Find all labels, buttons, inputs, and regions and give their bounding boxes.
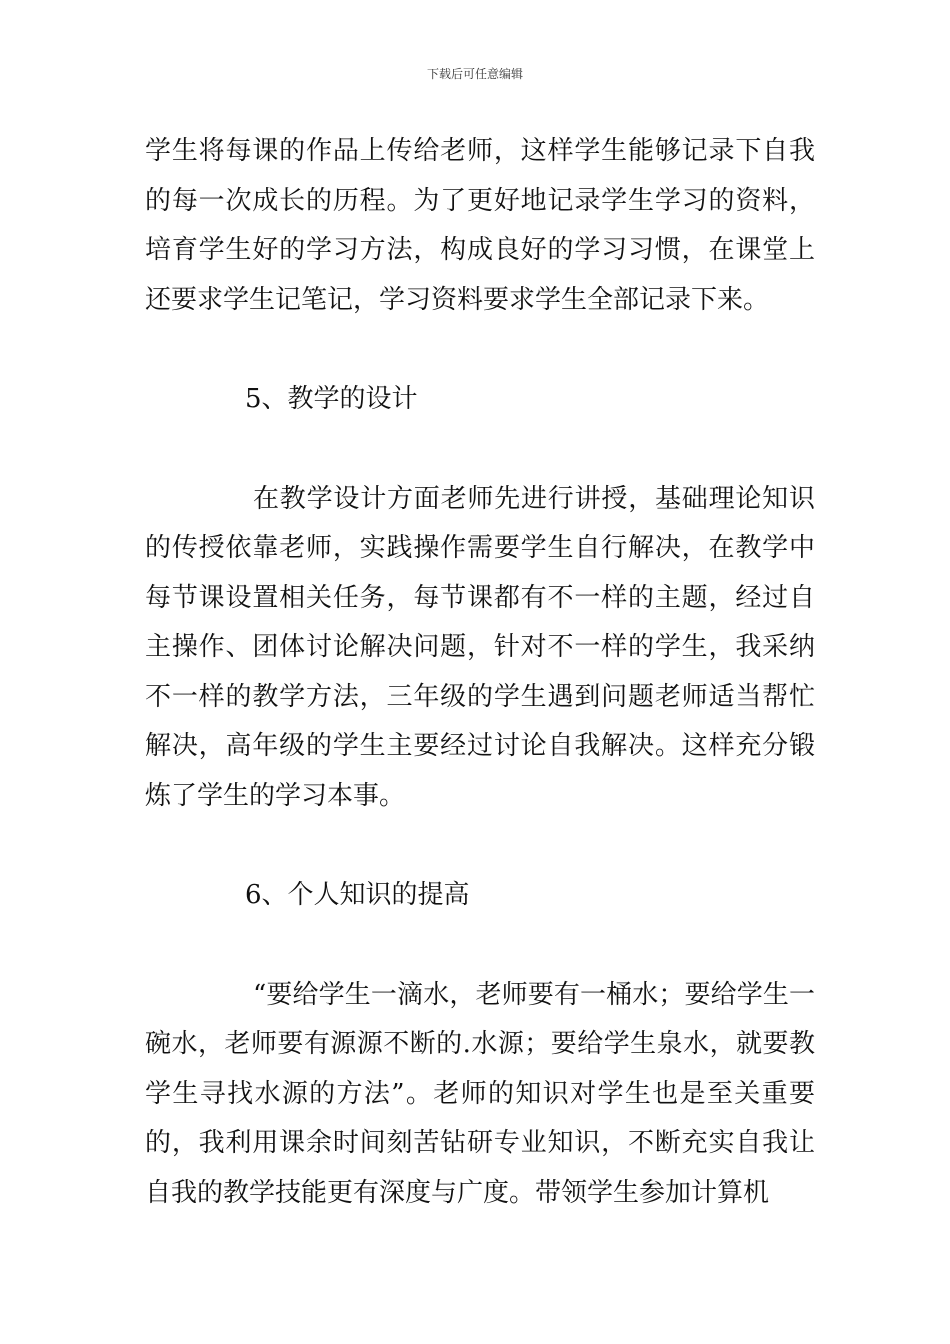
- section-heading-5: 5、教学的设计: [245, 384, 418, 414]
- paragraph-2: 在教学设计方面老师先进行讲授，基础理论知识的传授依靠老师，实践操作需要学生自行解决，在教学中每节课设置相关任务，每节课都有不一样的主题，经过自主操作、团体讨论解决问题，针对不一样的学生，我采纳不一样的教学方法，三年级的学生遇到问题老师适当帮忙解决，高年级的学生主要经过讨论自我解决。这样充分锻炼了学生的学习本事。: [145, 483, 815, 811]
- spacer: [145, 921, 815, 971]
- section-heading-6: 6、个人知识的提高: [245, 880, 470, 910]
- paragraph-1: 学生将每课的作品上传给老师，这样学生能够记录下自我的每一次成长的历程。为了更好地记录学生学习的资料，培育学生好的学习方法，构成良好的学习习惯，在课堂上还要求学生记笔记，学习资料要求学生全部记录下来。: [145, 136, 815, 315]
- spacer: [145, 325, 815, 375]
- page-header: 下载后可任意编辑: [426, 67, 523, 81]
- paragraph-3: “要给学生一滴水，老师要有一桶水；要给学生一碗水，老师要有源源不断的.水源；要给学生泉水，就要教学生寻找水源的方法”。老师的知识对学生也是至关重要的，我利用课余时间刻苦钻研专业知识，不断充实自我让自我的教学技能更有深度与广度。带领学生参加计算机: [145, 979, 815, 1208]
- spacer: [145, 425, 815, 475]
- document-body: [145, 127, 815, 1218]
- spacer: [145, 821, 815, 871]
